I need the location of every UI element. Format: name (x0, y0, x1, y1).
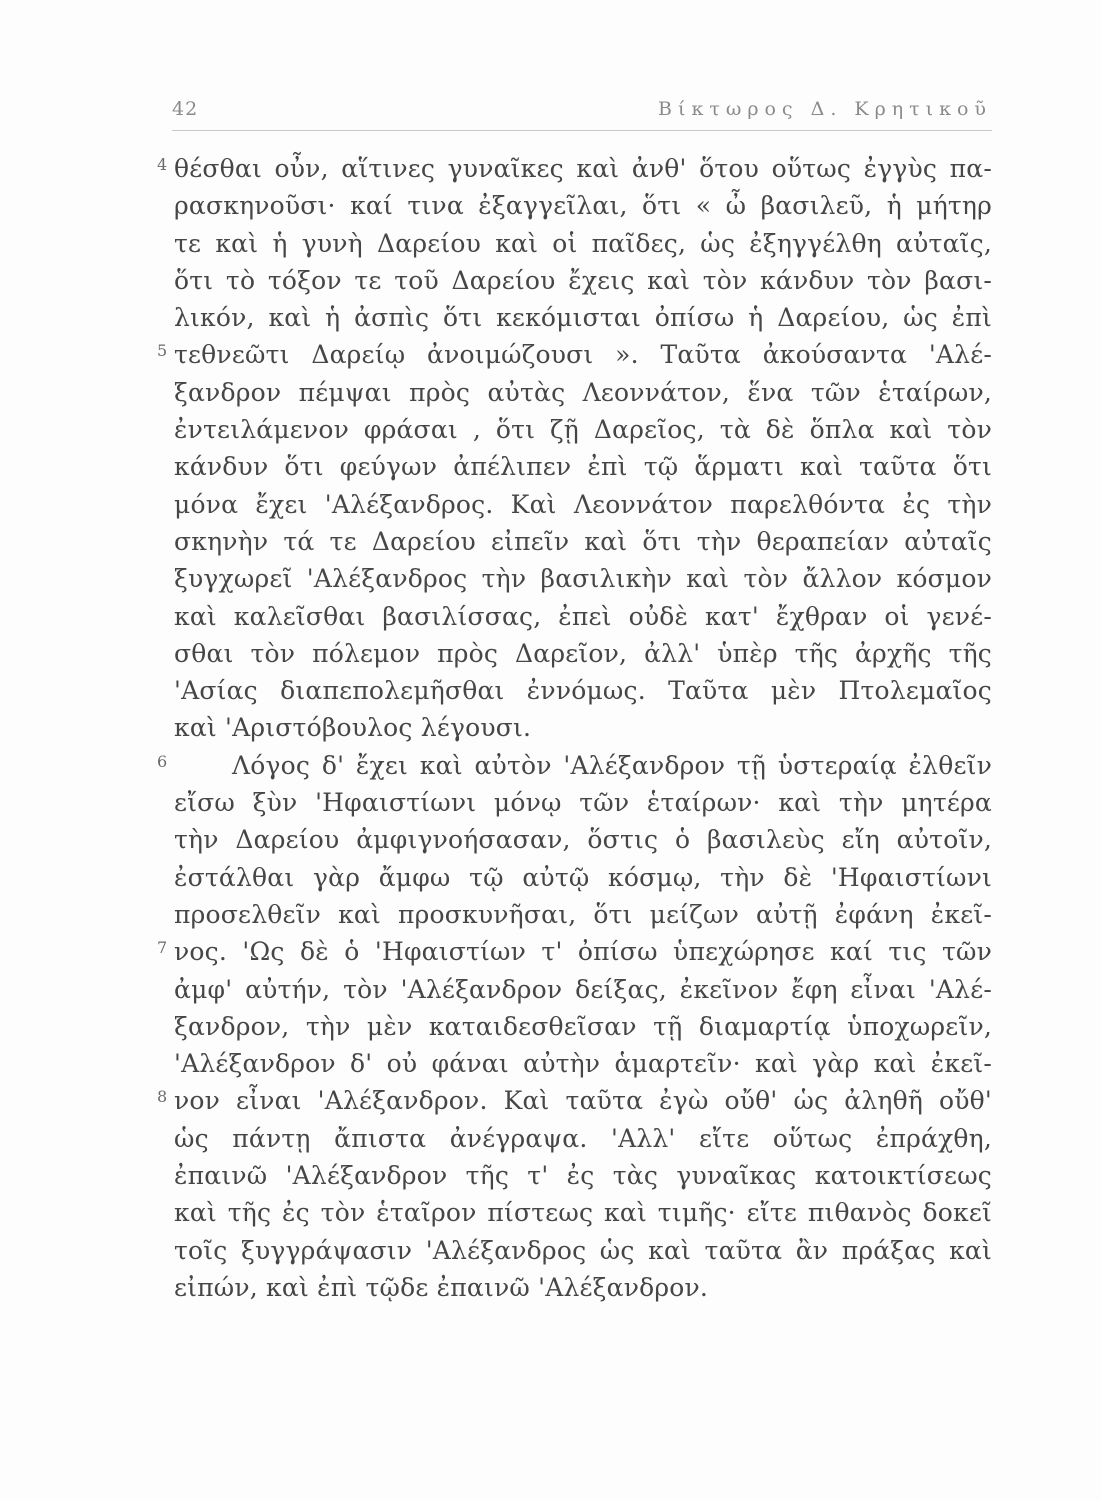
line-text: ξανδρον πέμψαι πρὸς αὐτὰς Λεοννάτον, ἕνα τῶν ἑταίρων, (174, 377, 992, 407)
line-text: νον εἶναι 'Αλέξανδρον. Καὶ ταῦτα ἐγὼ οὔθ' ὡς ἀληθῆ οὔθ' (174, 1086, 992, 1116)
text-line (0, 859, 1101, 896)
line-text: ρασκηνοῦσι· καί τινα ἐξαγγεῖλαι, ὅτι « ὦ βασιλεῦ, ἡ μήτηρ (174, 191, 992, 221)
line-text: εἰπών, καὶ ἐπὶ τῷδε ἐπαινῶ 'Αλέξανδρον. (174, 1272, 709, 1302)
text-line (0, 635, 1101, 672)
line-text: ἐντειλάμενον φράσαι , ὅτι ζῇ Δαρεῖος, τὰ δὲ ὅπλα καὶ τὸν (174, 415, 992, 445)
line-text: τεθνεῶτι Δαρείῳ ἀνοιμώζουσι ». Ταῦτα ἀκούσαντα 'Αλέ- (174, 340, 992, 370)
text-line (0, 821, 1101, 858)
text-line (0, 299, 1101, 336)
running-head (172, 98, 992, 128)
text-line (0, 1045, 1101, 1082)
line-text: καὶ 'Αριστόβουλος λέγουσι. (174, 713, 532, 743)
line-text: προσελθεῖν καὶ προσκυνῆσαι, ὅτι μείζων αὐτῇ ἐφάνη ἐκεῖ- (174, 899, 992, 929)
line-text: 'Ασίας διαπεπολεμῆσθαι ἐννόμως. Ταῦτα μὲν Πτολεμαῖος (174, 676, 992, 706)
section-number: 8 (157, 1087, 168, 1107)
line-text: τε καὶ ἡ γυνὴ Δαρείου καὶ οἱ παῖδες, ὡς ἐξηγγέλθη αὐταῖς, (174, 228, 992, 258)
running-head-author: Βίκτωρος Δ. Κρητικοῦ (658, 98, 992, 120)
line-text: ὡς πάντῃ ἄπιστα ἀνέγραψα. 'Αλλ' εἴτε οὕτως ἐπράχθη, (174, 1123, 992, 1153)
text-line (0, 225, 1101, 262)
line-text: καὶ τῆς ἐς τὸν ἑταῖρον πίστεως καὶ τιμῆς· εἴτε πιθανὸς δοκεῖ (174, 1198, 992, 1228)
page-number: 42 (172, 98, 199, 120)
line-text: τοῖς ξυγγράψασιν 'Αλέξανδρος ὡς καὶ ταῦτα ἂν πράξας καὶ (174, 1235, 992, 1265)
text-line (0, 448, 1101, 485)
text-line (0, 1232, 1101, 1269)
line-text: νος. 'Ως δὲ ὁ 'Ηφαιστίων τ' ὀπίσω ὑπεχώρησε καί τις τῶν (174, 937, 992, 967)
line-text: σθαι τὸν πόλεμον πρὸς Δαρεῖον, ἀλλ' ὑπὲρ τῆς ἀρχῆς τῆς (174, 638, 992, 668)
text-line (0, 262, 1101, 299)
line-text: μόνα ἔχει 'Αλέξανδρος. Καὶ Λεοννάτον παρελθόντα ἐς τὴν (174, 489, 992, 519)
text-line (0, 187, 1101, 224)
section-number: 7 (157, 938, 168, 958)
line-text: σκηνὴν τά τε Δαρείου εἰπεῖν καὶ ὅτι τὴν θεραπείαν αὐταῖς (174, 526, 992, 556)
line-text: καὶ καλεῖσθαι βασιλίσσας, ἐπεὶ οὐδὲ κατ' ἔχθραν οἱ γενέ- (174, 601, 992, 631)
text-line (0, 1157, 1101, 1194)
line-text: ξυγχωρεῖ 'Αλέξανδρος τὴν βασιλικὴν καὶ τὸν ἄλλον κόσμον (174, 564, 992, 594)
text-line (0, 150, 1101, 187)
section-number: 5 (157, 341, 168, 361)
text-line (0, 1120, 1101, 1157)
line-text: εἴσω ξὺν 'Ηφαιστίωνι μόνῳ τῶν ἑταίρων· καὶ τὴν μητέρα (174, 788, 992, 818)
line-text: τὴν Δαρείου ἀμφιγνοήσασαν, ὅστις ὁ βασιλεὺς εἴη αὐτοῖν, (174, 825, 992, 855)
line-text: ἀμφ' αὐτήν, τὸν 'Αλέξανδρον δείξας, ἐκεῖνον ἔφη εἶναι 'Αλέ- (174, 974, 992, 1004)
line-text: 'Αλέξανδρον δ' οὐ φάναι αὐτὴν ἁμαρτεῖν· καὶ γὰρ καὶ ἐκεῖ- (174, 1049, 992, 1079)
header-rule (172, 130, 992, 131)
section-number: 6 (157, 751, 168, 771)
line-text: θέσθαι οὖν, αἵτινες γυναῖκες καὶ ἀνθ' ὅτου οὕτως ἐγγὺς πα- (174, 154, 992, 183)
line-text: ὅτι τὸ τόξον τε τοῦ Δαρείου ἔχεις καὶ τὸν κάνδυν τὸν βασι- (174, 265, 992, 295)
text-line (0, 523, 1101, 560)
text-line (0, 971, 1101, 1008)
text-line (0, 672, 1101, 709)
text-line (0, 709, 1101, 746)
line-text: ξανδρον, τὴν μὲν καταιδεσθεῖσαν τῇ διαμαρτίᾳ ὑποχωρεῖν, (174, 1011, 992, 1041)
text-line (0, 486, 1101, 523)
text-line (0, 374, 1101, 411)
line-text: ἐπαινῶ 'Αλέξανδρον τῆς τ' ἐς τὰς γυναῖκας κατοικτίσεως (174, 1161, 992, 1191)
text-line (0, 784, 1101, 821)
section-number: 4 (157, 155, 168, 174)
text-line (0, 411, 1101, 448)
text-line (0, 933, 1101, 970)
line-text: ἐστάλθαι γὰρ ἄμφω τῷ αὐτῷ κόσμῳ, τὴν δὲ 'Ηφαιστίωνι (174, 862, 992, 892)
text-line (0, 1269, 1101, 1306)
text-line (0, 560, 1101, 597)
line-text: κάνδυν ὅτι φεύγων ἀπέλιπεν ἐπὶ τῷ ἅρματι καὶ ταῦτα ὅτι (174, 452, 992, 482)
text-line (0, 896, 1101, 933)
text-line (0, 336, 1101, 373)
line-text: Λόγος δ' ἔχει καὶ αὐτὸν 'Αλέξανδρον τῇ ὑστεραίᾳ ἐλθεῖν (232, 750, 992, 780)
main-text (0, 150, 1101, 1306)
text-line (0, 1082, 1101, 1119)
text-line (0, 1194, 1101, 1231)
text-line (0, 747, 1101, 784)
text-line (0, 1008, 1101, 1045)
text-line (0, 598, 1101, 635)
line-text: λικόν, καὶ ἡ ἀσπὶς ὅτι κεκόμισται ὀπίσω ἡ Δαρείου, ὡς ἐπὶ (174, 303, 992, 333)
